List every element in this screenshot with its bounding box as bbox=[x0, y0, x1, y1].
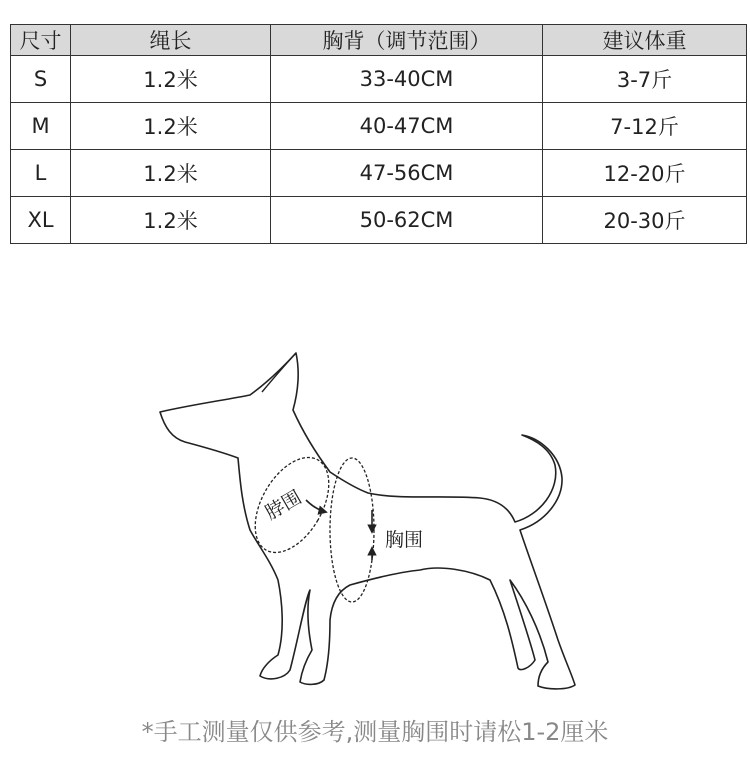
cell-rope: 1.2米 bbox=[71, 56, 271, 103]
table-row bbox=[11, 56, 747, 103]
chest-measure-loop bbox=[330, 458, 374, 602]
cell-weight: 3-7斤 bbox=[543, 56, 747, 103]
chest-label: 胸围 bbox=[385, 529, 424, 551]
cell-size: XL bbox=[11, 197, 71, 244]
dog-silhouette bbox=[160, 353, 575, 689]
cell-weight: 20-30斤 bbox=[543, 197, 747, 244]
header-size: 尺寸 bbox=[11, 25, 71, 56]
cell-weight: 7-12斤 bbox=[543, 103, 747, 150]
header-rope-length: 绳长 bbox=[71, 25, 271, 56]
cell-size: L bbox=[11, 150, 71, 197]
neck-label: 脖围 bbox=[261, 486, 306, 525]
cell-chest: 47-56CM bbox=[271, 150, 543, 197]
cell-chest: 33-40CM bbox=[271, 56, 543, 103]
size-chart-table bbox=[10, 24, 747, 244]
cell-rope: 1.2米 bbox=[71, 103, 271, 150]
table-header-row bbox=[11, 25, 747, 56]
cell-chest: 40-47CM bbox=[271, 103, 543, 150]
header-weight: 建议体重 bbox=[543, 25, 747, 56]
table-row bbox=[11, 150, 747, 197]
header-chest-range: 胸背（调节范围） bbox=[271, 25, 543, 56]
cell-rope: 1.2米 bbox=[71, 197, 271, 244]
cell-size: M bbox=[11, 103, 71, 150]
dog-measurement-diagram bbox=[150, 340, 590, 695]
cell-weight: 12-20斤 bbox=[543, 150, 747, 197]
table-row bbox=[11, 103, 747, 150]
cell-chest: 50-62CM bbox=[271, 197, 543, 244]
cell-size: S bbox=[11, 56, 71, 103]
dog-ear bbox=[262, 353, 296, 392]
measurement-note: *手工测量仅供参考,测量胸围时请松1-2厘米 bbox=[141, 718, 609, 746]
table-row bbox=[11, 197, 747, 244]
cell-rope: 1.2米 bbox=[71, 150, 271, 197]
